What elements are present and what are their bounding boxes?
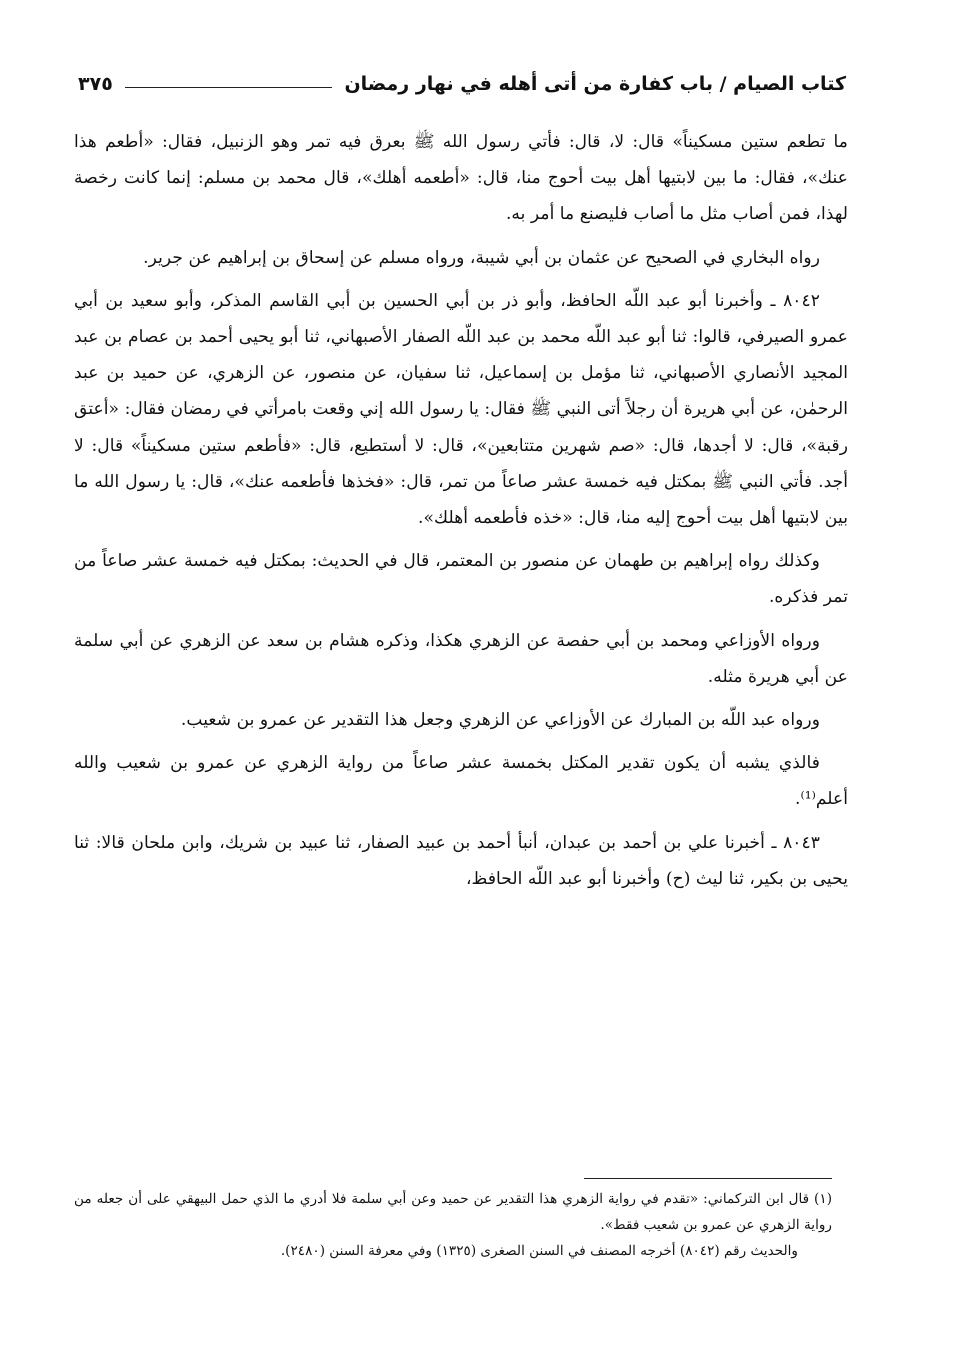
paragraph: وكذلك رواه إبراهيم بن طهمان عن منصور بن المعتمر، قال في الحديث: بمكتل فيه خمسة عشر صاعاً من تمر فذكره. bbox=[74, 551, 848, 608]
footnote-separator bbox=[584, 1178, 832, 1179]
hadith-8042: ٨٠٤٢ ـ وأخبرنا أبو عبد اللّه الحافظ، وأبو ذر بن أبي الحسين بن أبي القاسم المذكر، وأبو سعيد بن أبي عمرو الصيرفي، قالوا: ثنا أبو عبد اللّه محمد بن عبد اللّه الصفار الأصبهاني، ثنا أبو يحيى أحمد بن عصام بن عبد المجيد الأنصاري الأصبهاني، ثنا مؤمل بن إسماعيل، ثنا سفيان، عن منصور، عن الزهري، عن حميد بن عبد الرحمٰن، عن أبي هريرة أن رجلاً أتى النبي ﷺ فقال: يا رسول الله إني وقعت بامرأتي في رمضان فقال: «أعتق رقبة»، قال: لا أجدها، قال: «صم شهرين متتابعين»، قال: لا أستطيع، قال: «فأطعم ستين مسكيناً» قال: لا أجد. فأتي النبي ﷺ بمكتل فيه خمسة عشر صاعاً من تمر، قال: «فخذها فأطعمه عنك»، قال: يا رسول الله ما بين لابتيها أهل بيت أحوج إليه منا، قال: «خذه فأطعمه أهلك». bbox=[74, 290, 848, 529]
page-number: ٣٧٥ bbox=[78, 73, 113, 95]
paragraph-continuation: ما تطعم ستين مسكيناً» قال: لا، قال: فأتي رسول الله ﷺ بعرق فيه تمر وهو الزنبيل، فقال: «أطعم هذا عنك»، فقال: ما بين لابتيها أهل بيت أحوج منا، قال: «أطعمه أهلك»، قال محمد بن مسلم: إنما كانت رخصة لهذا، فمن أصاب مثل ما أصاب فليصنع ما أمر به. bbox=[74, 132, 848, 225]
paragraph: رواه البخاري في الصحيح عن عثمان بن أبي شيبة، ورواه مسلم عن إسحاق بن إبراهيم عن جرير. bbox=[143, 247, 820, 268]
footnotes bbox=[74, 1186, 832, 1264]
hadith-8043: ٨٠٤٣ ـ أخبرنا علي بن أحمد بن عبدان، أنبأ أحمد بن عبيد الصفار، ثنا عبيد بن شريك، وابن ملحان قالا: ثنا يحيى بن بكير، ثنا ليث (ح) وأخبرنا أبو عبد اللّه الحافظ، bbox=[74, 832, 848, 889]
footnote-reference: والحديث رقم (٨٠٤٢) أخرجه المصنف في السنن الصغرى (١٣٢٥) وفي معرفة السنن (٢٤٨٠). bbox=[280, 1243, 798, 1259]
main-text bbox=[74, 124, 848, 904]
header-rule bbox=[125, 87, 333, 88]
footnote-1: (١) قال ابن التركماني: «تقدم في رواية الزهري هذا التقدير عن حميد وعن أبي سلمة فلا أدري ما الذي حمل البيهقي على أن جعله من رواية الزهري عن عمرو بن شعيب فقط». bbox=[74, 1191, 832, 1233]
paragraph: ورواه عبد اللّه بن المبارك عن الأوزاعي عن الزهري وجعل هذا التقدير عن عمرو بن شعيب. bbox=[180, 710, 820, 731]
running-header bbox=[78, 64, 846, 104]
header-title: كتاب الصيام / باب كفارة من أتى أهله في نهار رمضان bbox=[344, 73, 846, 95]
paragraph: فالذي يشبه أن يكون تقدير المكتل بخمسة عشر صاعاً من رواية الزهري عن عمرو بن شعيب والله أعلم⁽¹⁾. bbox=[74, 753, 848, 810]
paragraph: ورواه الأوزاعي ومحمد بن أبي حفصة عن الزهري هكذا، وذكره هشام بن سعد عن الزهري عن أبي سلمة عن أبي هريرة مثله. bbox=[74, 630, 848, 687]
